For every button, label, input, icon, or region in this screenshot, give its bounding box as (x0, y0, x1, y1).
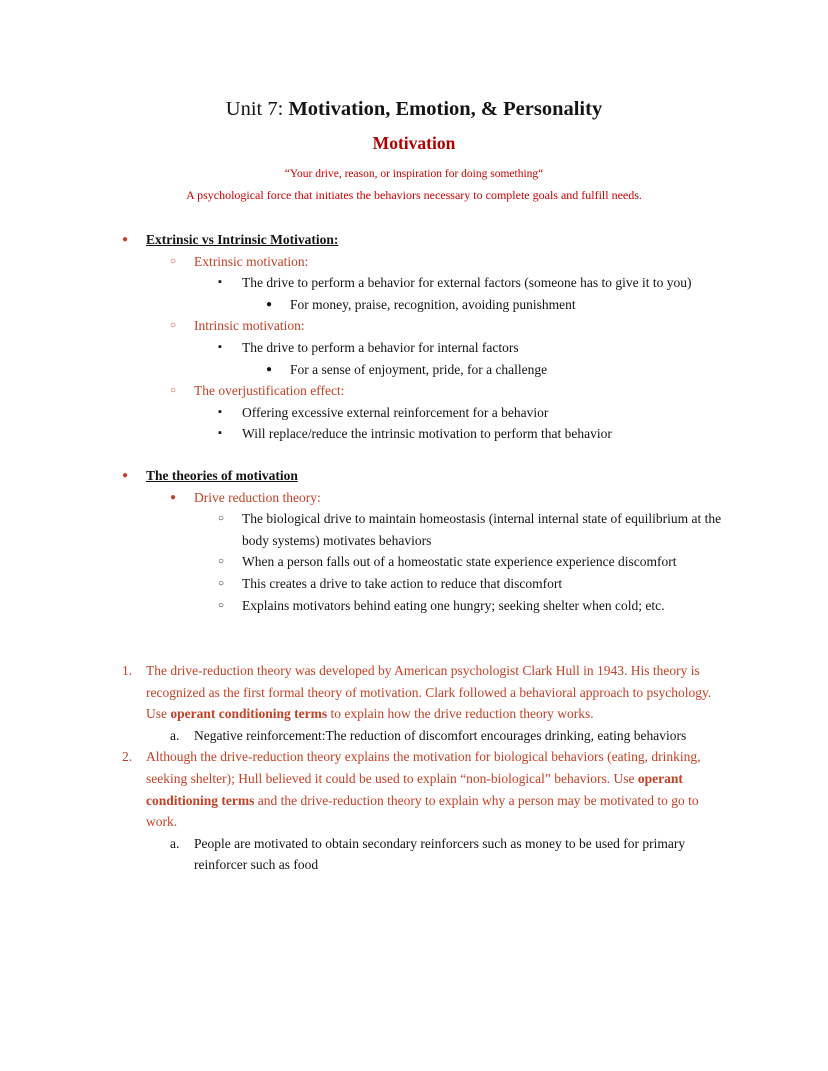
numbered-item (96, 660, 732, 725)
bullet-icon: ● (170, 491, 177, 503)
bullet-item (96, 380, 732, 402)
section-title: Motivation (372, 133, 456, 153)
bullet-icon: ○ (170, 255, 177, 267)
list-number: 1. (122, 663, 133, 679)
bullet-item (96, 573, 732, 595)
bullet-icon: ▪ (218, 340, 222, 353)
bullet-icon: ▪ (218, 405, 222, 418)
list-text: For money, praise, recognition, avoiding punishment (290, 296, 576, 312)
list-text: The overjustification effect: (194, 383, 345, 399)
bullet-icon: ○ (170, 385, 177, 397)
bullet-item (96, 508, 732, 551)
bullet-item (96, 402, 732, 424)
bullet-icon: ● (122, 234, 129, 245)
list-text: Intrinsic motivation: (194, 318, 305, 334)
list-text: Extrinsic motivation: (194, 253, 309, 269)
list-text: The drive-reduction theory was developed by American psychologist Clark Hull in 1943. His theory is recognized as the first formal theory of motivation. Clark followed a behavioral approach to psychology. Use operant conditioning terms to explain how the drive reduction theory works. (146, 663, 712, 722)
bullet-icon: ▪ (218, 276, 222, 289)
bullet-icon: ○ (218, 577, 225, 589)
bullet-item (96, 359, 732, 381)
bullet-icon: ● (122, 469, 129, 481)
list-text: For a sense of enjoyment, pride, for a challenge (290, 361, 548, 377)
page-title: Unit 7: Motivation, Emotion, & Personality (225, 98, 603, 120)
numbered-item (96, 725, 732, 747)
bullet-item (96, 551, 732, 573)
bullet-item (96, 251, 732, 273)
bullet-icon: ○ (218, 599, 225, 611)
numbered-item (96, 833, 732, 876)
bullet-item (96, 487, 732, 509)
list-text: The drive to perform a behavior for external factors (someone has to give it to you) (242, 275, 692, 291)
list-text: Negative reinforcement:The reduction of discomfort encourages drinking, eating behaviors (194, 727, 687, 743)
bullet-item (96, 294, 732, 316)
bullet-item (96, 337, 732, 359)
numbered-item (96, 746, 732, 832)
bullet-icon: ● (266, 298, 273, 310)
spacer (96, 445, 732, 465)
list-text: Offering excessive external reinforcement for a behavior (242, 404, 549, 420)
bullet-item (96, 315, 732, 337)
bullet-icon: ○ (218, 556, 225, 568)
bullet-icon: ▪ (218, 427, 222, 440)
list-text: Explains motivators behind eating one hungry; seeking shelter when cold; etc. (242, 597, 665, 613)
document-body (96, 229, 732, 876)
list-text: Extrinsic vs Intrinsic Motivation: (146, 232, 339, 247)
bullet-item (96, 229, 732, 251)
list-text: When a person falls out of a homeostatic state experience experience discomfort (242, 554, 677, 570)
bullet-item (96, 272, 732, 294)
list-text: This creates a drive to take action to reduce that discomfort (242, 575, 563, 591)
list-text: People are motivated to obtain secondary reinforcers such as money to be used for primary reinforcer such as food (194, 835, 686, 873)
quote-line: “Your drive, reason, or inspiration for doing something“ (284, 168, 544, 180)
bullet-item (96, 595, 732, 617)
bullet-icon: ● (266, 363, 273, 375)
definition-line: A psychological force that initiates the behaviors necessary to complete goals and fulfill needs. (186, 188, 642, 202)
spacer (96, 616, 732, 660)
list-text: Drive reduction theory: (194, 489, 321, 505)
list-text: The biological drive to maintain homeostasis (internal internal state of equilibrium at the body systems) motivates behaviors (242, 511, 722, 548)
list-number: a. (170, 727, 180, 743)
bullet-item (96, 423, 732, 445)
bullet-icon: ○ (170, 320, 177, 332)
bullet-icon: ○ (218, 513, 225, 525)
list-number: a. (170, 835, 180, 851)
list-text: Will replace/reduce the intrinsic motivation to perform that behavior (242, 426, 612, 442)
bullet-item (96, 465, 732, 487)
list-text: The drive to perform a behavior for internal factors (242, 339, 519, 355)
list-text: The theories of motivation (146, 467, 298, 483)
list-text: Although the drive-reduction theory explains the motivation for biological behaviors (eating, drinking, seeking shelter); Hull believed it could be used to explain “non-biological” behaviors. Use operant conditioning terms and the drive-reduction theory to explain why a person may be motivated to go to work. (146, 749, 701, 830)
list-number: 2. (122, 749, 133, 765)
